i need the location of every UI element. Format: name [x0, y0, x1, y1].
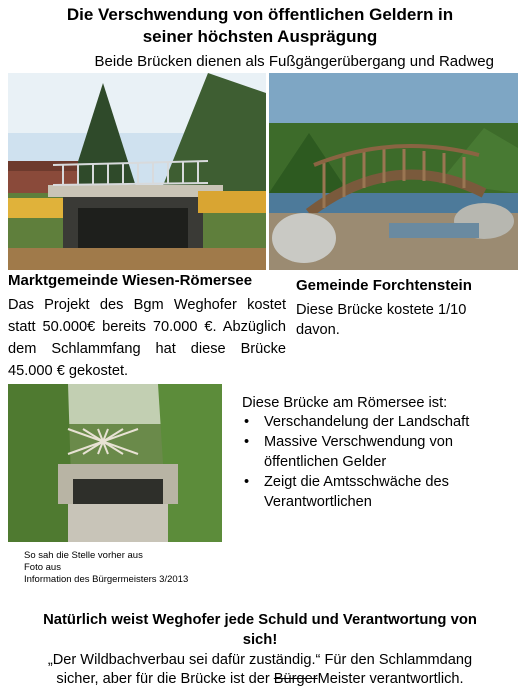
closing-quote: [0, 651, 520, 689]
list-heading: Diese Brücke am Römersee ist:: [242, 395, 448, 411]
struck-word: Bürger: [273, 671, 318, 687]
closing-statement: [0, 610, 520, 650]
closing-bold-line-2: sich!: [242, 632, 278, 648]
caption-line-3: Information des Bürgermeisters 3/2013: [24, 574, 189, 585]
title-line-1: Die Verschwendung von öffentlichen Geldern in: [66, 5, 454, 24]
caption-line-1: So sah die Stelle vorher aus: [24, 550, 143, 561]
photo-wiesen-bridge: [8, 73, 266, 270]
closing-bold-line-1: Natürlich weist Weghofer jede Schuld und Verantwortung von: [43, 612, 477, 628]
right-body-text: Diese Brücke kostete 1/10 davon.: [296, 302, 467, 338]
list-item: • Zeigt die Amtsschwäche des Verantwortlichen: [242, 472, 512, 512]
caption-line-2: Foto aus: [24, 562, 61, 573]
left-body-text: Das Projekt des Bgm Weghofer kostet statt 50.000€ bereits 70.000 €. Abzüglich dem Schlammfang hat diese Brücke 45.000 € gekostet.: [8, 297, 286, 379]
closing-line-2-suffix: Meister verantwortlich.: [317, 671, 464, 687]
photo-previous-site: [8, 384, 222, 542]
page-title: [0, 4, 520, 48]
left-heading: Marktgemeinde Wiesen-Römersee: [8, 272, 253, 289]
closing-line-2: [0, 670, 520, 689]
criticism-list: [242, 412, 512, 512]
list-item: • Massive Verschwendung von öffentlichen Gelder: [242, 432, 512, 472]
photo-caption: [24, 550, 188, 586]
photo-forchtenstein-bridge: [269, 73, 518, 270]
title-line-2: seiner höchsten Ausprägung: [142, 27, 378, 46]
right-heading: Gemeinde Forchtenstein: [296, 277, 472, 294]
closing-line-1: „Der Wildbachverbau sei dafür zuständig.“ Für den Schlammdang: [47, 652, 473, 668]
closing-line-2-prefix: sicher, aber für die Brücke ist der: [56, 671, 274, 687]
subtitle: Beide Brücken dienen als Fußgängerübergang und Radweg: [94, 53, 494, 70]
list-item: • Verschandelung der Landschaft: [242, 412, 512, 432]
